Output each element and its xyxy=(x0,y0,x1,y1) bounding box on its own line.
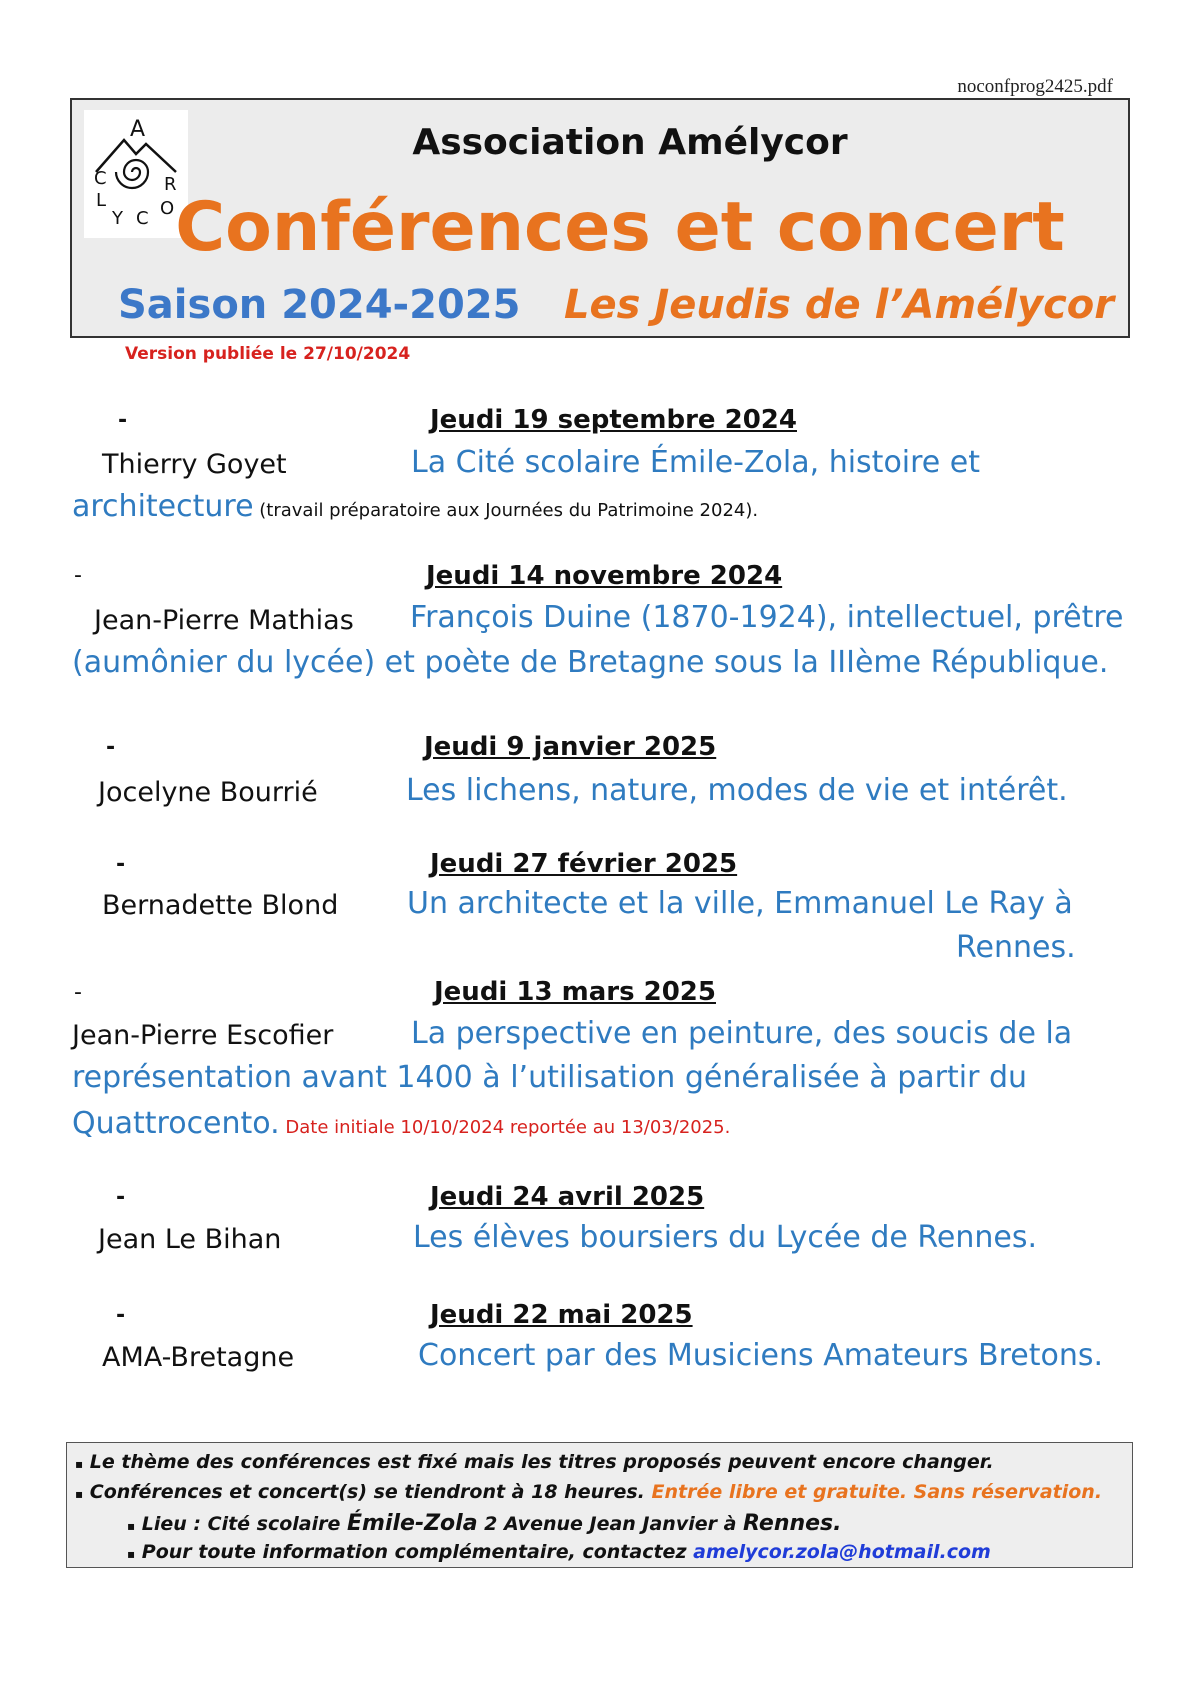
bullet-icon: ▪ xyxy=(75,1487,84,1501)
event-note: (travail préparatoire aux Journées du Patrimoine 2024). xyxy=(253,500,759,521)
event-dash: - xyxy=(106,735,116,760)
event-speaker: Thierry Goyet xyxy=(102,449,287,480)
logo-letter: C xyxy=(94,168,107,189)
event-dash: - xyxy=(116,1185,126,1210)
logo-letter: Y xyxy=(112,208,123,229)
info-line: ▪ Conférences et concert(s) se tiendront à 18 heures. Entrée libre et gratuite. Sans réservation. xyxy=(75,1481,1103,1503)
event-dash: - xyxy=(118,408,128,433)
event-talk: Les lichens, nature, modes de vie et intérêt. xyxy=(406,773,1068,808)
version-note: Version publiée le 27/10/2024 xyxy=(125,344,411,364)
event-dash: - xyxy=(116,1303,126,1328)
event-talk: Concert par des Musiciens Amateurs Bretons. xyxy=(418,1338,1104,1373)
event-talk-continued xyxy=(72,489,758,524)
event-speaker: AMA-Bretagne xyxy=(102,1342,295,1373)
event-talk: Un architecte et la ville, Emmanuel Le Ray à xyxy=(407,886,1073,921)
event-dash: - xyxy=(116,852,126,877)
event-date: Jeudi 13 mars 2025 xyxy=(434,977,716,1007)
contact-email-link[interactable]: amelycor.zola@hotmail.com xyxy=(693,1541,991,1563)
file-name: noconfprog2425.pdf xyxy=(957,76,1113,97)
event-date: Jeudi 24 avril 2025 xyxy=(430,1182,705,1212)
event-date: Jeudi 14 novembre 2024 xyxy=(426,561,783,591)
event-speaker: Bernadette Blond xyxy=(102,890,339,921)
event-talk-line: Quattrocento. xyxy=(72,1106,280,1141)
event-talk-line: architecture xyxy=(72,489,254,524)
event-talk: François Duine (1870-1924), intellectuel, prêtre xyxy=(410,600,1124,635)
event-note: Date initiale 10/10/2024 reportée au 13/03/2025. xyxy=(279,1117,731,1138)
event-talk-line: (aumônier du lycée) et poète de Bretagne sous la IIIème République. xyxy=(72,645,1109,680)
event-talk: La perspective en peinture, des soucis de la xyxy=(411,1016,1073,1051)
logo-letter: R xyxy=(164,174,177,195)
event-speaker: Jean Le Bihan xyxy=(98,1224,282,1255)
event-date: Jeudi 22 mai 2025 xyxy=(430,1300,693,1330)
page-title: Conférences et concert xyxy=(175,188,1065,267)
bullet-icon: ▪ xyxy=(127,1547,136,1561)
info-box xyxy=(66,1442,1133,1568)
event-speaker: Jean-Pierre Mathias xyxy=(94,605,354,636)
series-label: Les Jeudis de l’Amélycor xyxy=(564,282,1114,328)
bullet-icon: ▪ xyxy=(127,1519,136,1533)
event-talk: La Cité scolaire Émile-Zola, histoire et xyxy=(411,445,981,480)
info-line: ▪ Le thème des conférences est fixé mais les titres proposés peuvent encore changer. xyxy=(75,1451,994,1473)
bullet-icon: ▪ xyxy=(75,1457,84,1471)
season-label: Saison 2024-2025 xyxy=(118,282,521,328)
event-talk: Les élèves boursiers du Lycée de Rennes. xyxy=(413,1220,1037,1255)
event-dash: - xyxy=(74,980,82,1005)
logo-letter: O xyxy=(160,198,175,219)
logo-letter: C xyxy=(136,208,149,229)
event-speaker: Jean-Pierre Escofier xyxy=(72,1020,334,1051)
association-name: Association Amélycor xyxy=(412,122,848,163)
event-talk-line: Rennes. xyxy=(956,930,1076,965)
event-talk-line: représentation avant 1400 à l’utilisation généralisée à partir du xyxy=(72,1060,1028,1095)
event-date: Jeudi 19 septembre 2024 xyxy=(430,405,797,435)
event-talk-continued xyxy=(72,1106,730,1141)
logo-letter: A xyxy=(130,117,146,142)
event-speaker: Jocelyne Bourrié xyxy=(98,777,318,808)
info-line: ▪ Pour toute information complémentaire, contactez amelycor.zola@hotmail.com xyxy=(127,1541,991,1563)
logo-letter: L xyxy=(96,190,107,211)
event-date: Jeudi 9 janvier 2025 xyxy=(424,732,717,762)
info-line: ▪ Lieu : Cité scolaire Émile-Zola 2 Avenue Jean Janvier à Rennes. xyxy=(127,1511,842,1536)
event-date: Jeudi 27 février 2025 xyxy=(430,849,738,879)
event-dash: - xyxy=(74,563,82,588)
header-box xyxy=(70,98,1130,338)
